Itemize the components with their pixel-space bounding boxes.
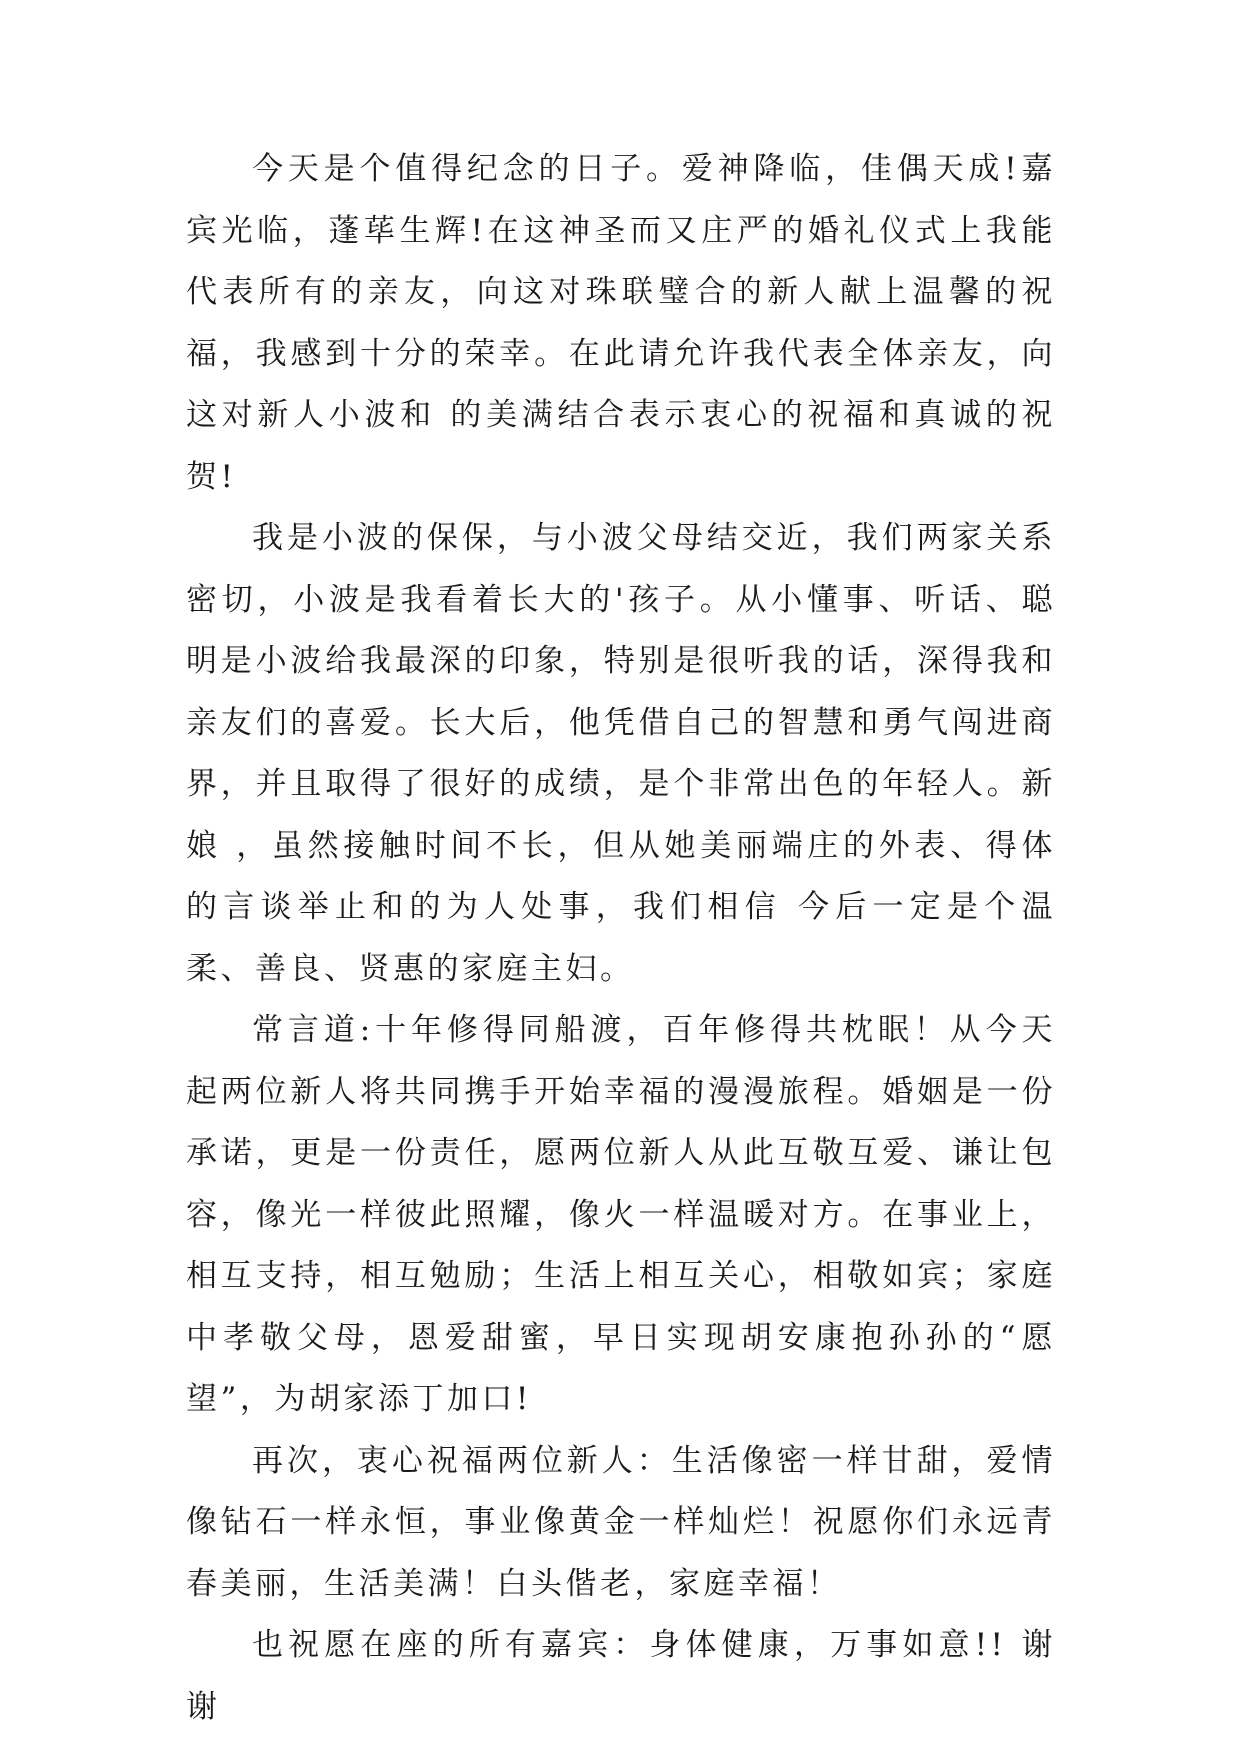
paragraph-opening: 今天是个值得纪念的日子。爱神降临，佳偶天成!嘉宾光临，蓬荜生辉!在这神圣而又庄严的婚礼仪式上我能代表所有的亲友，向这对珠联璧合的新人献上温馨的祝福，我感到十分的荣幸。在此请允许我代表全体亲友，向这对新人小波和 的美满结合表示衷心的祝福和真诚的祝贺! (186, 151, 1056, 495)
document-page (186, 139, 1056, 1738)
paragraph-blessing: 再次，衷心祝福两位新人：生活像密一样甘甜，爱情像钻石一样永恒，事业像黄金一样灿烂！祝愿你们永远青春美丽，生活美满！白头偕老，家庭幸福！ (186, 1442, 1056, 1602)
paragraph-about-groom: 我是小波的保保，与小波父母结交近，我们两家关系密切，小波是我看着长大的'孩子。从小懂事、听话、聪明是小波给我最深的印象，特别是很听我的话，深得我和亲友们的喜爱。长大后，他凭借自己的智慧和勇气闯进商界，并且取得了很好的成绩，是个非常出色的年轻人。新娘 ，虽然接触时间不长，但从她美丽端庄的外表、得体的言谈举止和的为人处事，我们相信 今后一定是个温柔、善良、贤惠的家庭主妇。 (186, 520, 1056, 987)
paragraph-wishes: 常言道:十年修得同船渡，百年修得共枕眠！从今天起两位新人将共同携手开始幸福的漫漫旅程。婚姻是一份承诺，更是一份责任，愿两位新人从此互敬互爱、谦让包容，像光一样彼此照耀，像火一样温暖对方。在事业上，相互支持，相互勉励；生活上相互关心，相敬如宾；家庭中孝敬父母，恩爱甜蜜，早日实现胡安康抱孙孙的“愿望”，为胡家添丁加口! (186, 1012, 1056, 1417)
paragraph-closing: 也祝愿在座的所有嘉宾：身体健康，万事如意!! 谢谢 (186, 1627, 1056, 1725)
